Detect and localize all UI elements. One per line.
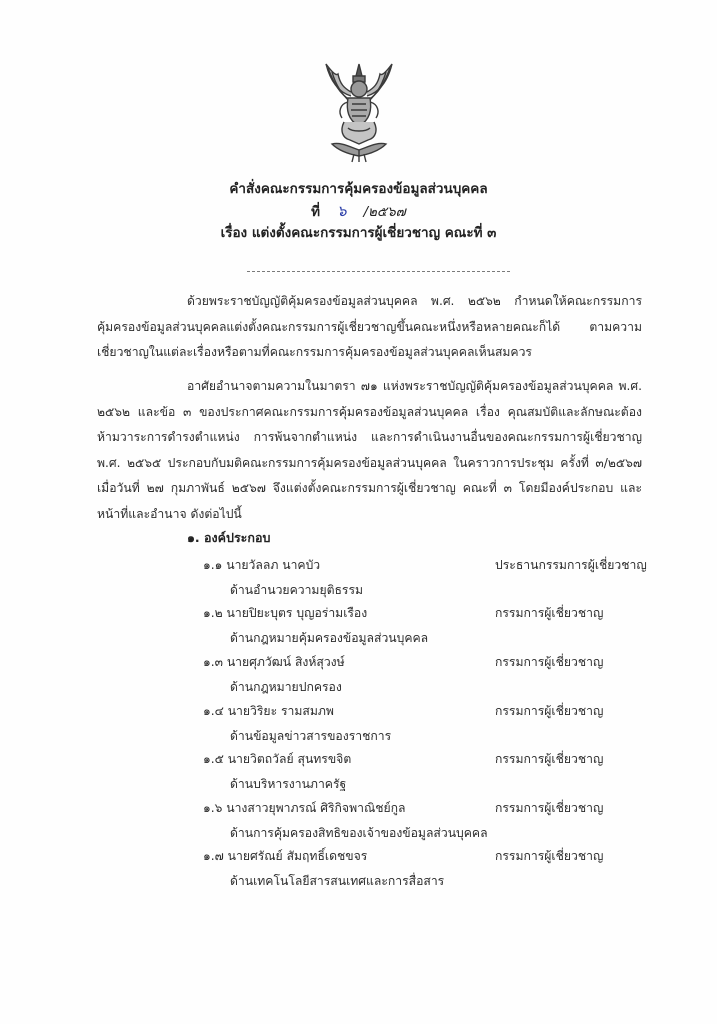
order-year: /๒๕๖๗ <box>363 204 406 220</box>
member-field: ด้านกฎหมายปกครอง <box>230 680 342 694</box>
member-name: ๑.๓ นายศุภวัฒน์ สิงห์สุวงษ์ <box>203 655 345 669</box>
member-field: ด้านข้อมูลข่าวสารของราชการ <box>230 729 392 743</box>
member-role: กรรมการผู้เชี่ยวชาญ <box>495 752 604 766</box>
garuda-emblem-icon <box>318 58 400 166</box>
member-role: กรรมการผู้เชี่ยวชาญ <box>495 655 604 669</box>
member-field: ด้านกฎหมายคุ้มครองข้อมูลส่วนบุคคล <box>230 631 429 645</box>
paragraph-authority-text: อาศัยอำนาจตามความในมาตรา ๗๑ แห่งพระราชบัญญัติคุ้มครองข้อมูลส่วนบุคคล พ.ศ. ๒๕๖๒ และข้อ ๓ ของประกาศคณะกรรมการคุ้มครองข้อมูลส่วนบุคคล เรื่อง คุณสมบัติและลักษณะต้องห้ามวาระการดำรงตำแหน่ง การพ้นจากตำแหน่ง และการดำเนินงานอื่นของคณะกรรมการผู้เชี่ยวชาญ พ.ศ. ๒๕๖๕ ประกอบกับมติคณะกรรมการคุ้มครองข้อมูลส่วนบุคคล ในคราวการประชุม ครั้งที่ ๓/๒๕๖๗ เมื่อวันที่ ๒๗ กุมภาพันธ์ ๒๕๖๗ จึงแต่งตั้งคณะกรรมการผู้เชี่ยวชาญ คณะที่ ๓ โดยมีองค์ประกอบ และหน้าที่และอำนาจ ดังต่อไปนี้ <box>97 379 642 521</box>
paragraph-authority <box>97 374 642 527</box>
member-field: ด้านการคุ้มครองสิทธิของเจ้าของข้อมูลส่วนบุคคล <box>230 826 488 840</box>
paragraph-preamble <box>97 289 642 366</box>
member-name: ๑.๗ นายศรัณย์ สัมฤทธิ์เดชขจร <box>203 849 368 863</box>
member-field: ด้านอำนวยความยุติธรรม <box>230 583 364 597</box>
member-role: ประธานกรรมการผู้เชี่ยวชาญ <box>495 558 647 572</box>
member-name: ๑.๔ นายวิริยะ รามสมภพ <box>203 704 334 718</box>
member-name: ๑.๖ นางสาวยุพาภรณ์ ศิริกิจพาณิชย์กูล <box>203 801 406 815</box>
section-title-composition: ๑. องค์ประกอบ <box>187 530 271 545</box>
member-field: ด้านเทคโนโลยีสารสนเทศและการสื่อสาร <box>230 874 445 888</box>
member-role: กรรมการผู้เชี่ยวชาญ <box>495 606 604 620</box>
member-name: ๑.๑ นายวัลลภ นาคบัว <box>203 558 321 572</box>
member-role: กรรมการผู้เชี่ยวชาญ <box>495 801 604 815</box>
member-role: กรรมการผู้เชี่ยวชาญ <box>495 849 604 863</box>
order-title: คำสั่งคณะกรรมการคุ้มครองข้อมูลส่วนบุคคล <box>229 181 488 197</box>
member-field: ด้านบริหารงานภาครัฐ <box>230 777 347 791</box>
member-role: กรรมการผู้เชี่ยวชาญ <box>495 704 604 718</box>
order-number-line <box>0 199 717 223</box>
member-name: ๑.๒ นายปิยะบุตร บุญอร่ามเรือง <box>203 606 368 620</box>
paragraph-preamble-text: ด้วยพระราชบัญญัติคุ้มครองข้อมูลส่วนบุคคล พ.ศ. ๒๕๖๒ กำหนดให้คณะกรรมการคุ้มครองข้อมูลส่วนบุคคลแต่งตั้งคณะกรรมการผู้เชี่ยวชาญขึ้นคณะหนึ่งหรือหลายคณะก็ได้ ตามความเชี่ยวชาญในแต่ละเรื่องหรือตามที่คณะกรรมการคุ้มครองข้อมูลส่วนบุคคลเห็นสมควร <box>97 294 642 359</box>
order-subject: เรื่อง แต่งตั้งคณะกรรมการผู้เชี่ยวชาญ คณะที่ ๓ <box>220 225 497 241</box>
separator-line <box>247 271 510 272</box>
order-prefix: ที่ <box>311 204 321 220</box>
order-number-handwritten: ๖ <box>336 202 347 220</box>
member-name: ๑.๕ นายวิตถวัลย์ สุนทรขจิต <box>203 752 352 766</box>
